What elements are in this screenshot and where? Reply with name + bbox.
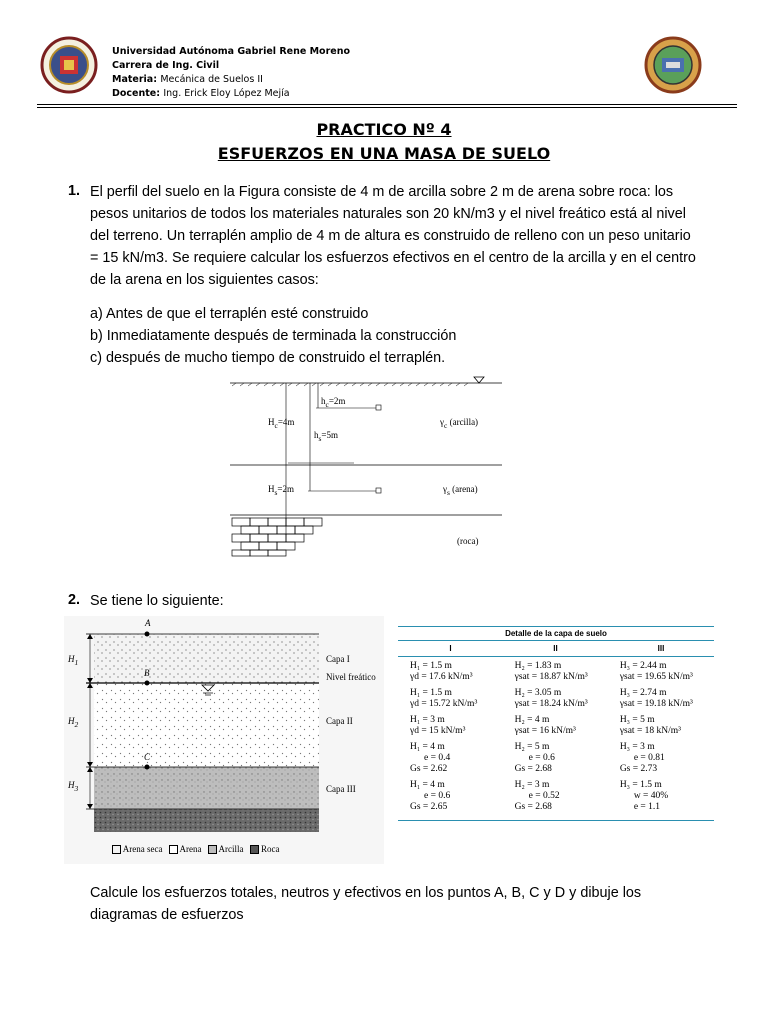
legend-clay-swatch bbox=[208, 845, 217, 854]
cell-line: H₁ = 4 m bbox=[410, 780, 445, 790]
university-logo bbox=[40, 36, 98, 94]
cell-line: H₃ = 2.74 m bbox=[619, 688, 667, 698]
table-cell bbox=[608, 661, 714, 688]
cell-line: H₂ = 3 m bbox=[514, 780, 550, 790]
case-a: a) Antes de que el terraplén esté construido bbox=[90, 306, 369, 322]
table-row bbox=[398, 688, 714, 715]
label-h3: $H_3$ bbox=[68, 780, 79, 793]
q1-line: El perfil del suelo en la Figura consiste de 4 m de arcilla sobre 2 m de arena sobre roca: los bbox=[90, 184, 674, 200]
label-hc-2m: $h_c=2m$ bbox=[321, 396, 346, 409]
cell-line: H₂ = 3.05 m bbox=[514, 688, 562, 698]
point-b: B bbox=[144, 668, 150, 678]
cell-line: γd = 15.72 kN/m³ bbox=[410, 699, 478, 709]
label-water-table: Nivel freático bbox=[326, 672, 376, 682]
legend-clay: Arcilla bbox=[218, 844, 244, 854]
subject-line bbox=[112, 73, 263, 87]
question-1-cases bbox=[90, 303, 724, 369]
cell-line: H₃ = 2.44 m bbox=[619, 661, 667, 671]
header-divider-2 bbox=[37, 107, 737, 108]
table-cell bbox=[398, 688, 503, 715]
table-cell bbox=[503, 661, 608, 688]
cell-line: e = 0.52 bbox=[528, 791, 560, 801]
table-row bbox=[398, 742, 714, 780]
subject-value: Mecánica de Suelos II bbox=[160, 74, 263, 85]
cell-line: Gs = 2.68 bbox=[514, 764, 552, 774]
legend-dry-sand: Arena seca bbox=[122, 844, 163, 854]
cell-line: γsat = 19.65 kN/m³ bbox=[619, 672, 693, 682]
column-header: III bbox=[657, 644, 665, 653]
cell-line: γsat = 19.18 kN/m³ bbox=[619, 699, 693, 709]
table-cell bbox=[608, 780, 714, 818]
table-cell bbox=[398, 661, 503, 688]
point-c: C bbox=[144, 752, 151, 762]
cell-line: γsat = 18 kN/m³ bbox=[619, 726, 682, 736]
instruction-line: diagramas de esfuerzos bbox=[90, 907, 244, 923]
table-header bbox=[398, 641, 714, 656]
cell-line: H₂ = 4 m bbox=[514, 715, 550, 725]
cell-line: H₁ = 1.5 m bbox=[410, 661, 452, 671]
table-cell bbox=[398, 715, 503, 742]
label-Hc-4m: $H_c=4m$ bbox=[268, 417, 295, 430]
question-2-number: 2. bbox=[68, 592, 81, 608]
cell-line: H₃ = 3 m bbox=[619, 742, 655, 752]
label-clay: $\gamma_c$ (arcilla) bbox=[440, 417, 479, 430]
question-1-text bbox=[90, 181, 724, 291]
cell-line: H₃ = 1.5 m bbox=[619, 780, 662, 790]
question-1-number: 1. bbox=[68, 183, 81, 199]
table-cell bbox=[503, 688, 608, 715]
label-h2: $H_2$ bbox=[68, 716, 79, 729]
label-sand: $\gamma_s$ (arena) bbox=[443, 484, 478, 497]
q1-line: de la arena en los siguientes casos: bbox=[90, 272, 319, 288]
cell-line: γd = 15 kN/m³ bbox=[410, 726, 466, 736]
table-cell bbox=[608, 688, 714, 715]
career-name: Carrera de Ing. Civil bbox=[112, 60, 220, 71]
cell-line: Gs = 2.62 bbox=[410, 764, 448, 774]
header-divider bbox=[37, 104, 737, 105]
soil-layer-table bbox=[398, 626, 714, 821]
legend-dry-sand-swatch bbox=[112, 845, 121, 854]
cell-line: γsat = 18.24 kN/m³ bbox=[514, 699, 588, 709]
teacher-value: Ing. Erick Eloy López Mejía bbox=[163, 88, 290, 99]
cell-line: e = 0.6 bbox=[424, 791, 451, 801]
cell-line: γsat = 18.87 kN/m³ bbox=[514, 672, 588, 682]
figure-legend bbox=[112, 844, 280, 854]
cell-line: Gs = 2.68 bbox=[514, 802, 552, 812]
soil-layers-figure bbox=[64, 616, 384, 864]
faculty-logo bbox=[644, 36, 702, 94]
table-cell bbox=[503, 715, 608, 742]
table-cell bbox=[398, 780, 503, 818]
table-row bbox=[398, 715, 714, 742]
legend-sand-swatch bbox=[169, 845, 178, 854]
instruction-line: Calcule los esfuerzos totales, neutros y efectivos en los puntos A, B, C y D y dibuje los bbox=[90, 885, 642, 901]
cell-line: H₁ = 4 m bbox=[410, 742, 445, 752]
table-cell bbox=[503, 780, 608, 818]
table-cell bbox=[608, 715, 714, 742]
cell-line: H₂ = 1.83 m bbox=[514, 661, 562, 671]
cell-line: H₃ = 5 m bbox=[619, 715, 655, 725]
practice-subtitle: ESFUERZOS EN UNA MASA DE SUELO bbox=[217, 144, 551, 163]
cell-line: e = 0.6 bbox=[528, 753, 555, 763]
column-header: I bbox=[449, 644, 452, 653]
case-c: c) después de mucho tiempo de construido el terraplén. bbox=[90, 350, 446, 366]
label-Hs-2m: $H_s=2m$ bbox=[268, 484, 294, 497]
case-b: b) Inmediatamente después de terminada la construcción bbox=[90, 328, 457, 344]
table-cell bbox=[608, 742, 714, 780]
table-cell bbox=[503, 742, 608, 780]
table-row bbox=[398, 661, 714, 688]
cell-line: Gs = 2.73 bbox=[619, 764, 658, 774]
cell-line: γsat = 16 kN/m³ bbox=[514, 726, 576, 736]
cell-line: H₁ = 3 m bbox=[410, 715, 445, 725]
label-h1: $H_1$ bbox=[68, 654, 79, 667]
cell-line: H₂ = 5 m bbox=[514, 742, 550, 752]
label-hs-5m: $h_s=5m$ bbox=[314, 430, 338, 443]
table-row bbox=[398, 780, 714, 818]
soil-profile-figure bbox=[228, 373, 504, 558]
practice-title: PRACTICO Nº 4 bbox=[316, 120, 452, 139]
cell-line: e = 0.4 bbox=[424, 753, 451, 763]
question-2-intro: Se tiene lo siguiente: bbox=[90, 593, 224, 609]
label-rock: (roca) bbox=[457, 536, 479, 546]
teacher-line bbox=[112, 87, 290, 101]
question-2-instructions bbox=[90, 882, 724, 926]
teacher-label: Docente: bbox=[112, 88, 161, 99]
legend-sand: Arena bbox=[179, 844, 202, 854]
label-layer-1: Capa I bbox=[326, 654, 350, 664]
q1-line: pesos unitarios de todos los materiales naturales son 20 kN/m3 y el nivel freático está al nivel bbox=[90, 206, 686, 222]
cell-line: γd = 17.6 kN/m³ bbox=[410, 672, 473, 682]
cell-line: Gs = 2.65 bbox=[410, 802, 448, 812]
column-header: II bbox=[553, 644, 558, 653]
cell-line: w = 40% bbox=[633, 791, 669, 801]
q1-line: del terreno. Un terraplén amplio de 4 m de altura es construido de relleno con un peso unitario bbox=[90, 228, 691, 244]
label-layer-2: Capa II bbox=[326, 716, 353, 726]
cell-line: H₁ = 1.5 m bbox=[410, 688, 452, 698]
subject-label: Materia: bbox=[112, 74, 157, 85]
cell-line: e = 1.1 bbox=[633, 802, 661, 812]
table-cell bbox=[398, 742, 503, 780]
table-title: Detalle de la capa de suelo bbox=[505, 629, 607, 638]
university-name: Universidad Autónoma Gabriel Rene Moreno bbox=[112, 46, 351, 57]
legend-rock-swatch bbox=[250, 845, 259, 854]
point-a: A bbox=[145, 618, 151, 628]
q1-line: = 15 kN/m3. Se requiere calcular los esfuerzos efectivos en el centro de la arcilla y en el centro bbox=[90, 250, 696, 266]
cell-line: e = 0.81 bbox=[633, 753, 665, 763]
legend-rock: Roca bbox=[261, 844, 280, 854]
label-layer-3: Capa III bbox=[326, 784, 356, 794]
soil-table-body bbox=[398, 661, 714, 818]
